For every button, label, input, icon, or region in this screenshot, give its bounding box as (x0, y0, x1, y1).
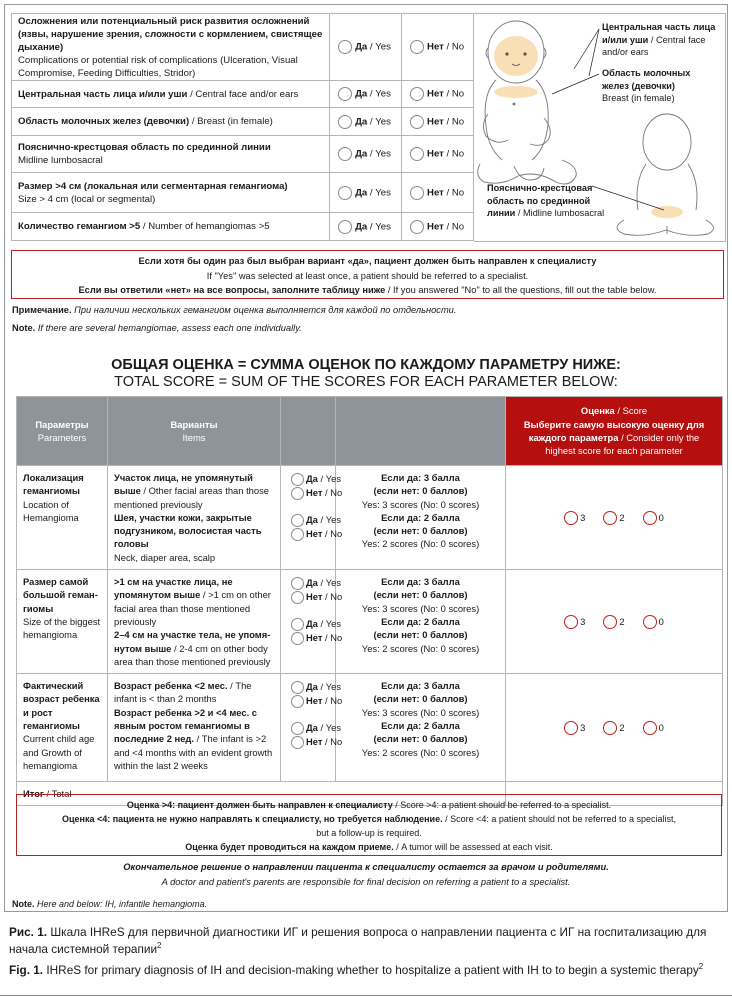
no-label-en: / No (322, 695, 343, 707)
yes-label-ru: Да (355, 148, 368, 160)
no-radio[interactable] (410, 147, 424, 161)
note-en-label: Note. (12, 323, 36, 333)
item2-en: / 2-4 cm on other body area than those mentioned previously (114, 642, 271, 667)
no-label-ru: Нет (306, 528, 323, 539)
yes-label-ru: Да (306, 514, 318, 525)
score-options-cell (506, 466, 723, 570)
figure-caption-ru (9, 925, 724, 956)
breast-highlight (494, 86, 538, 98)
caption-en-label: Fig. 1. (9, 962, 44, 977)
no-label-en: / No (443, 148, 465, 160)
rule2-en: Yes: 2 scores (No: 0 scores) (361, 746, 480, 758)
yes-radio[interactable] (291, 514, 304, 527)
criterion-cell: Область молочных желез (девочки) / Breast (in female) (12, 108, 330, 136)
score-value: 0 (658, 722, 664, 734)
item1-ru: Возраст ребенка <2 мес. (114, 680, 228, 692)
rule2-ru-b: (если нет: 0 баллов) (373, 733, 468, 745)
total-score-heading-ru: ОБЩАЯ ОЦЕНКА = СУММА ОЦЕНОК ПО КАЖДОМУ ПАРАМЕТРУ НИЖЕ: (111, 357, 621, 373)
note-ru-label: Примечание. (12, 305, 72, 315)
yes-label-ru: Да (306, 577, 318, 589)
rule3-ru-a: Если да: 3 балла (381, 472, 460, 483)
face-label-en: / Central face and/or ears (602, 34, 706, 57)
criterion-ru: Количество гемангиом >5 (18, 221, 141, 232)
interpretation-line-2 (17, 812, 721, 826)
rule2-en: Yes: 2 scores (No: 0 scores) (361, 642, 480, 654)
interpretation-line-3: but a follow-up is required. (316, 828, 422, 838)
total-score-heading-en: TOTAL SCORE = SUM OF THE SCORES FOR EACH PARAMETER BELOW: (114, 374, 618, 390)
interpretation-line-1 (17, 798, 721, 812)
header-items-ru: Варианты (170, 418, 218, 430)
caption-en-text: IHReS for primary diagnosis of IH and decision-making whether to hospitalize a patient with IH to to begin a systemic therapy (43, 962, 699, 977)
score-value: 3 (580, 616, 586, 628)
item2-ru: 2–4 см на участке тела, не упомянутом выше (114, 629, 271, 654)
yes-label-ru: Да (355, 88, 368, 100)
yes-label-en: / Yes (367, 221, 391, 232)
no-option[interactable] (402, 108, 474, 136)
yes-label-ru: Да (306, 722, 318, 734)
yes-radio[interactable] (291, 473, 304, 486)
item1-en: / Other facial areas than those mentioned previously (114, 485, 270, 510)
no-label-en: / No (322, 632, 343, 644)
no-label-en: / No (322, 528, 343, 539)
yes-label-ru: Да (355, 187, 368, 198)
rule2-ru-b: (если нет: 0 баллов) (373, 629, 468, 641)
criterion-ru: Центральная часть лица и/или уши (18, 88, 188, 100)
parameter-en: Size of the biggest hemangioma (23, 615, 101, 641)
interpretation-4-ru: Оценка будет проводиться на каждом приеме. (185, 842, 394, 852)
items-cell (108, 674, 281, 782)
yes-label-ru: Да (306, 681, 318, 693)
lumbosacral-label (487, 182, 607, 220)
criterion-en: Size > 4 cm (local or segmental) (18, 193, 156, 205)
criterion-cell: Центральная часть лица и/или уши / Central face and/or ears (12, 81, 330, 108)
score-option-2[interactable] (603, 510, 624, 525)
score-radio[interactable] (643, 615, 657, 629)
score-radio[interactable] (603, 511, 617, 525)
item1-ru: >1 см на участке лица, не упомянутом выше (114, 576, 233, 601)
breast-label-en: Breast (in female) (602, 93, 675, 103)
header-score-hint-ru: Выберите самую высокую оценку для каждого параметра (523, 418, 705, 443)
note-ru-text: При наличии нескольких гемангиом оценка выполняется для каждой по отдельности. (71, 305, 457, 315)
yes-option[interactable] (291, 617, 342, 631)
parameter-ru: Фактический возраст ребенка и рост гемангиомы (23, 680, 100, 732)
item1-ru: Участок лица, не упомянутый выше (114, 472, 253, 497)
score-option-0[interactable] (643, 614, 664, 629)
yes-label-ru: Да (355, 221, 368, 232)
parameter-cell (17, 570, 108, 674)
yes-label-en: / Yes (317, 577, 342, 589)
infant-illustration-panel (474, 13, 726, 242)
no-label-ru: Нет (427, 88, 444, 100)
no-label-en: / No (322, 487, 343, 498)
no-option[interactable] (402, 81, 474, 108)
face-highlight (494, 36, 538, 76)
header-parameters (17, 397, 108, 466)
yes-no-pair-2 (291, 617, 343, 645)
no-label-ru: Нет (427, 41, 444, 53)
yes-label-ru: Да (355, 116, 368, 127)
header-score (506, 397, 723, 466)
screening-row (12, 81, 474, 108)
no-label-en: / No (322, 591, 343, 603)
yes-option[interactable] (291, 472, 342, 486)
no-option[interactable] (291, 735, 343, 749)
score-radio[interactable] (564, 615, 578, 629)
score-table-row (17, 674, 723, 782)
yes-radio[interactable] (291, 618, 304, 631)
no-label-ru: Нет (306, 632, 323, 644)
yes-no-pair-2 (291, 513, 343, 541)
interpretation-2-en: / Score <4: a patient should not be referred to a specialist, (442, 814, 676, 824)
screening-row (12, 14, 474, 81)
yes-no-pair-1 (291, 576, 343, 604)
yes-radio[interactable] (338, 87, 352, 101)
criterion-cell (12, 173, 330, 213)
header-options-empty (281, 397, 336, 466)
score-value: 2 (619, 616, 625, 628)
face-label (602, 21, 726, 59)
yes-label-ru: Да (306, 618, 318, 630)
rule3-ru-a: Если да: 3 балла (381, 680, 460, 692)
score-table-row (17, 466, 723, 570)
yes-label-en: / Yes (367, 41, 391, 53)
score-table-row (17, 570, 723, 674)
interpretation-2-ru: Оценка <4: пациента не нужно направлять к специалисту, но требуется наблюдение. (62, 814, 443, 824)
scoring-rules-cell (336, 570, 506, 674)
no-label-en: / No (443, 116, 465, 127)
yes-no-pair-1 (291, 472, 343, 500)
note-en (12, 322, 302, 335)
criterion-en: Number of hemangiomas >5 (148, 221, 270, 232)
screening-row (12, 213, 474, 241)
no-label-ru: Нет (306, 736, 323, 748)
score-option-3[interactable] (564, 510, 585, 525)
criterion-en: Breast (in female) (197, 116, 273, 127)
parameter-en: Current child age and Growth of hemangioma (23, 733, 95, 771)
no-label-ru: Нет (306, 695, 323, 707)
no-radio[interactable] (291, 487, 304, 500)
interpretation-1-ru: Оценка >4: пациент должен быть направлен к специалисту (126, 800, 393, 810)
no-option[interactable] (291, 527, 343, 541)
no-option[interactable] (291, 486, 343, 500)
header-items (108, 397, 281, 466)
criterion-en: Central face and/or ears (195, 88, 299, 100)
score-option-0[interactable] (643, 510, 664, 525)
rule3-ru-a: Если да: 3 балла (381, 576, 460, 588)
yes-option[interactable] (291, 680, 342, 694)
score-option-2[interactable] (603, 720, 624, 735)
score-radio[interactable] (603, 615, 617, 629)
no-radio[interactable] (291, 591, 304, 604)
yes-radio[interactable] (291, 681, 304, 694)
no-radio[interactable] (291, 528, 304, 541)
no-label-ru: Нет (427, 148, 444, 160)
no-radio[interactable] (410, 40, 424, 54)
no-label-en: / No (322, 736, 343, 748)
abbreviation-note (12, 898, 207, 911)
total-label-en: / Total (43, 788, 72, 800)
rule2-ru-a: Если да: 2 балла (381, 720, 460, 732)
no-option[interactable] (402, 136, 474, 173)
score-option-3[interactable] (564, 720, 585, 735)
score-value: 0 (658, 512, 664, 524)
note-ru (12, 304, 456, 317)
lumbosacral-highlight (651, 206, 683, 218)
rule2-ru-a: Если да: 2 балла (381, 615, 460, 627)
score-radio[interactable] (564, 721, 578, 735)
interpretation-4-en: / A tumor will be assessed at each visit. (393, 842, 553, 852)
score-value: 3 (580, 722, 586, 734)
criterion-cell: Количество гемангиом >5 / Number of hemangiomas >5 (12, 213, 330, 241)
yes-option[interactable] (330, 213, 402, 241)
yes-label-en: / Yes (317, 618, 342, 630)
score-radio[interactable] (564, 511, 578, 525)
no-label-en: / No (443, 187, 465, 198)
no-option[interactable] (402, 213, 474, 241)
yes-option[interactable] (330, 173, 402, 213)
criterion-ru: Осложнения или потенциальный риск развития осложнений (язвы, нарушение зрения, сложности с кормлением, свистящее дыхание) (18, 15, 323, 53)
interpretation-line-4 (17, 840, 721, 854)
score-option-0[interactable] (643, 720, 664, 735)
fill-table-en: / If you answered "No" to all the questions, fill out the table below. (385, 285, 657, 295)
yes-label-ru: Да (306, 473, 318, 484)
rule2-ru-a: Если да: 2 балла (381, 511, 460, 523)
yes-label-en: / Yes (317, 681, 342, 693)
rule3-en: Yes: 3 scores (No: 0 scores) (361, 706, 480, 718)
items-cell (108, 570, 281, 674)
score-value: 3 (580, 512, 586, 524)
parameter-cell (17, 466, 108, 570)
score-table (16, 396, 723, 806)
yes-label-ru: Да (355, 41, 368, 53)
score-value: 0 (658, 616, 664, 628)
yes-label-en: / Yes (367, 88, 391, 100)
header-parameters-ru: Параметры (35, 418, 89, 430)
yes-label-en: / Yes (317, 514, 342, 525)
header-parameters-en: Parameters (37, 432, 87, 443)
yes-radio[interactable] (338, 40, 352, 54)
caption-ru-text: Шкала IHReS для первичной диагностики ИГ и решения вопроса о направлении пациента с ИГ на госпитализацию для начала системной терапии (9, 925, 707, 956)
abbreviation-note-text: Here and below: IH, infantile hemangioma. (34, 899, 208, 909)
no-radio[interactable] (291, 632, 304, 645)
no-label-ru: Нет (427, 116, 444, 127)
caption-en-ref: 2 (698, 962, 704, 971)
parameter-ru: Локализация гемангиомы (23, 472, 84, 497)
rule3-en: Yes: 3 scores (No: 0 scores) (361, 498, 480, 510)
rule3-en: Yes: 3 scores (No: 0 scores) (361, 602, 480, 614)
yes-no-cell (281, 570, 343, 674)
score-options-cell (506, 674, 723, 782)
yes-radio[interactable] (291, 722, 304, 735)
breast-label-ru: Область молочных желез (девочки) (602, 68, 691, 91)
no-radio[interactable] (410, 115, 424, 129)
no-option[interactable] (402, 14, 474, 81)
item2-ru: Возраст ребенка >2 и <4 мес. с явным ростом гемангиомы в последние 2 нед. (114, 706, 257, 745)
yes-option[interactable] (330, 14, 402, 81)
scoring-rules-cell (336, 674, 506, 782)
no-label-ru: Нет (427, 221, 444, 232)
rule2-en: Yes: 2 scores (No: 0 scores) (361, 538, 480, 550)
yes-no-pair-2 (291, 721, 343, 749)
no-label-en: / No (443, 88, 465, 100)
yes-option[interactable] (330, 81, 402, 108)
yes-no-cell (281, 466, 343, 570)
rule3-ru-b: (если нет: 0 баллов) (373, 589, 468, 601)
yes-no-pair-1 (291, 680, 343, 708)
caption-ru-ref: 2 (157, 941, 162, 950)
score-value: 2 (619, 722, 625, 734)
yes-label-en: / Yes (317, 722, 342, 734)
final-decision-en: A doctor and patient's parents are responsible for final decision on referring a patient to a specialist. (161, 877, 571, 887)
item1-en: / >1 cm on other facial area than those mentioned previously (114, 589, 271, 627)
fill-table-line (12, 283, 723, 298)
criterion-en: Complications or potential risk of complications (Ulceration, Visual Compromise, Feeding Difficulties, Stridor) (18, 54, 298, 79)
yes-option[interactable] (291, 576, 342, 590)
yes-label-en: / Yes (367, 187, 391, 198)
rule3-ru-b: (если нет: 0 баллов) (373, 485, 468, 497)
criterion-ru: Пояснично-крестцовая область по срединной линии (18, 142, 271, 153)
fill-table-ru: Если вы ответили «нет» на все вопросы, заполните таблицу ниже (78, 285, 386, 295)
criterion-cell (12, 136, 330, 173)
no-option[interactable] (291, 631, 343, 645)
yes-label-en: / Yes (317, 473, 342, 484)
criterion-ru: Область молочных желез (девочки) (18, 116, 190, 127)
yes-no-cell (281, 674, 343, 782)
items-cell (108, 466, 281, 570)
score-option-3[interactable] (564, 614, 585, 629)
screening-row (12, 173, 474, 213)
rule2-ru-b: (если нет: 0 баллов) (373, 525, 468, 537)
yes-radio[interactable] (291, 577, 304, 590)
note-en-text: If there are several hemangiomae, assess each one individually. (35, 323, 302, 333)
header-rules-empty (336, 397, 506, 466)
item1-en: / The infant is < than 2 months (114, 680, 252, 705)
no-label-ru: Нет (427, 187, 444, 198)
header-score-hint-en: / Consider only the highest score for each parameter (545, 432, 700, 457)
score-radio[interactable] (603, 721, 617, 735)
score-value: 2 (619, 512, 625, 524)
referral-line-en: If "Yes" was selected at least once, a patient should be referred to a specialist. (206, 270, 529, 281)
score-radio[interactable] (643, 721, 657, 735)
parameter-en: Location of Hemangioma (23, 498, 79, 523)
final-decision-ru: Окончательное решение о направлении пациента к специалисту остается за врачом и родителями. (123, 862, 609, 872)
lumbosacral-label-en: / Midline lumbosacral (515, 208, 605, 218)
yes-radio[interactable] (338, 147, 352, 161)
yes-option[interactable] (330, 136, 402, 173)
no-option[interactable] (291, 694, 343, 708)
yes-radio[interactable] (338, 220, 352, 234)
score-radio[interactable] (643, 511, 657, 525)
screening-table (11, 13, 474, 241)
score-option-2[interactable] (603, 614, 624, 629)
bottom-divider (0, 995, 732, 996)
item2-ru: Шея, участки кожи, закрытые подгузником, волосистая часть головы (114, 511, 262, 550)
yes-radio[interactable] (338, 186, 352, 200)
no-option[interactable] (402, 173, 474, 213)
figure-caption-en (9, 960, 724, 977)
score-table-header (17, 397, 723, 466)
yes-radio[interactable] (338, 115, 352, 129)
yes-label-en: / Yes (367, 148, 391, 160)
face-label-ru: Центральная часть лица и/или уши (602, 22, 716, 45)
referral-instruction-box (11, 250, 724, 299)
no-radio[interactable] (410, 220, 424, 234)
no-radio[interactable] (291, 695, 304, 708)
scoring-rules-cell (336, 466, 506, 570)
criterion-ru: Размер >4 см (локальная или сегментарная гемангиома) (18, 180, 288, 192)
header-score-ru: Оценка (580, 405, 615, 417)
criterion-en: Midline lumbosacral (18, 155, 103, 166)
criterion-cell (12, 14, 330, 81)
abbreviation-note-label: Note. (12, 899, 35, 909)
breast-label (602, 67, 712, 105)
interpretation-1-en: / Score >4: a patient should be referred to a specialist. (392, 800, 612, 810)
yes-option[interactable] (330, 108, 402, 136)
screening-row (12, 136, 474, 173)
no-radio[interactable] (291, 736, 304, 749)
no-radio[interactable] (410, 87, 424, 101)
header-items-en: Items (182, 432, 206, 443)
yes-option[interactable] (291, 513, 342, 527)
screening-row (12, 108, 474, 136)
no-label-ru: Нет (306, 487, 323, 498)
yes-option[interactable] (291, 721, 342, 735)
rule3-ru-b: (если нет: 0 баллов) (373, 693, 468, 705)
referral-line-ru: Если хотя бы один раз был выбран вариант «да», пациент должен быть направлен к специалисту (138, 256, 597, 266)
no-label-ru: Нет (306, 591, 323, 603)
no-label-en: / No (443, 41, 465, 53)
no-radio[interactable] (410, 186, 424, 200)
item2-en: / The infant is >2 and <4 months with an evident growth within the last 2 weeks (114, 733, 273, 771)
item2-en: Neck, diaper area, scalp (114, 551, 216, 563)
header-score-en: / Score (614, 405, 648, 417)
parameter-ru: Размер самой большой гeмангиомы (23, 576, 98, 614)
no-option[interactable] (291, 590, 343, 604)
no-label-en: / No (443, 221, 465, 232)
total-label-ru: Итог (23, 788, 44, 800)
yes-label-en: / Yes (367, 116, 391, 127)
score-options-cell (506, 570, 723, 674)
lumbosacral-label-ru: Пояснично-крестцовая область по срединной линии (487, 183, 593, 218)
parameter-cell (17, 674, 108, 782)
score-interpretation-box (16, 794, 722, 856)
caption-ru-label: Рис. 1. (9, 925, 48, 939)
